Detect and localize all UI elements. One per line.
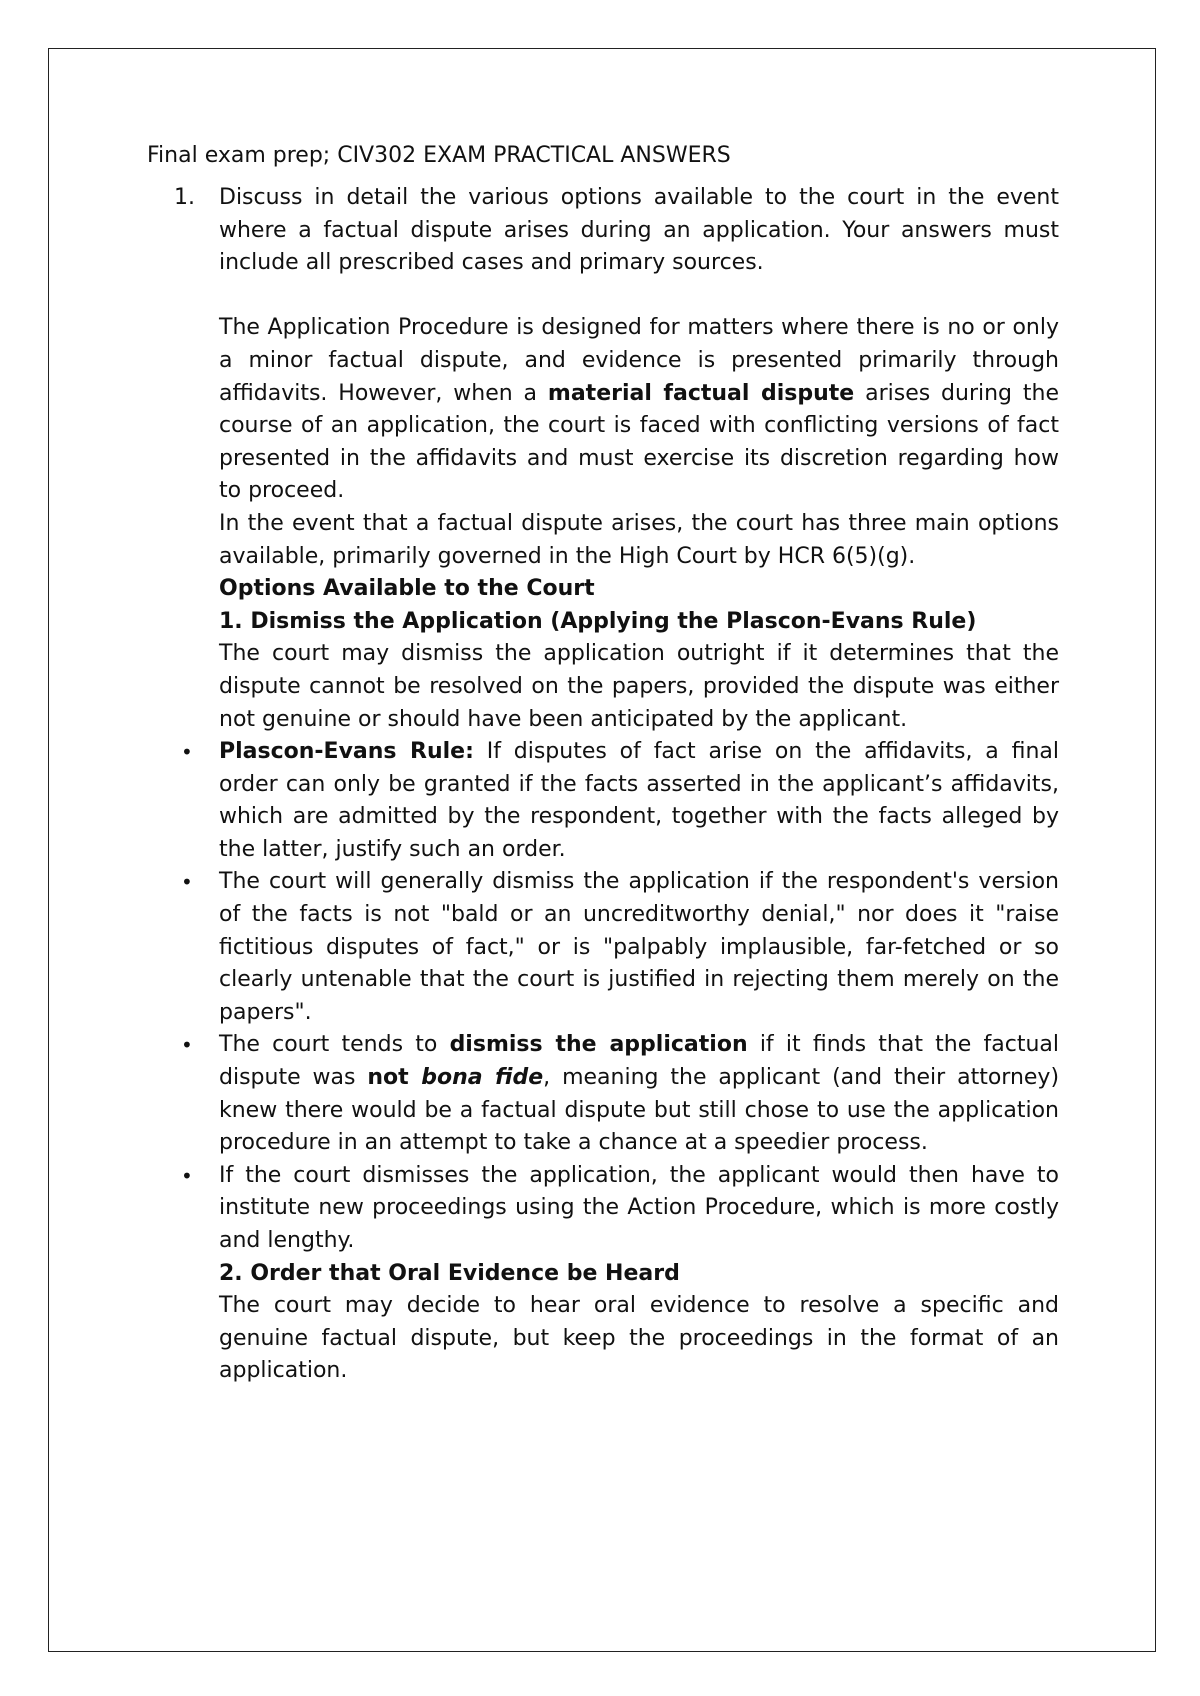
question-number: 1. — [174, 185, 195, 210]
bullet-text: If the court dismisses the application, the applicant would then have to institute new proceedings using the Action Procedure, which is more costly and lengthy. — [219, 1162, 1059, 1253]
bullet-icon: • — [181, 1033, 193, 1058]
option-2-text: The court may decide to hear oral evidence to resolve a specific and genuine factual dispute, but keep the proceedings in the format of an application. — [219, 1293, 1059, 1384]
intro-text-2: arises during the course of an application, the court is faced with conflicting versions of fact presented in the affidavits and must exercise its discretion regarding how to proceed. — [219, 380, 1059, 504]
bullet-item — [147, 1160, 1059, 1258]
document-body — [147, 140, 1059, 1388]
intro-paragraph-2: In the event that a factual dispute arises, the court has three main options available, primarily governed in the High Court by HCR 6(5)(g). — [219, 510, 1059, 569]
bullet-body: , meaning the applicant (and their attorney) knew there would be a factual dispute but still chose to use the application procedure in an attempt to take a chance at a speedier process. — [219, 1065, 1060, 1156]
option-1-heading: 1. Dismiss the Application (Applying the Plascon-Evans Rule) — [219, 608, 977, 634]
bullet-emphasis: dismiss the application — [449, 1032, 748, 1058]
answer-section — [147, 312, 1059, 736]
bullet-text — [219, 736, 1059, 866]
bullet-icon: • — [181, 870, 193, 895]
bullet-text — [219, 1029, 1059, 1159]
intro-text-1: The Application Procedure is designed for matters where there is no or only a minor factual dispute, and evidence is presented primarily through affidavits. However, when a — [219, 315, 1059, 406]
option-1-text: The court may dismiss the application outright if it determines that the dispute cannot be resolved on the papers, provided the dispute was either not genuine or should have been anticipated by the applicant. — [219, 641, 1059, 732]
bullet-icon: • — [181, 1163, 193, 1188]
option-2-section — [147, 1258, 1059, 1388]
intro-emphasis: material factual dispute — [547, 380, 855, 406]
bullet-item — [147, 866, 1059, 1029]
bullet-body: If disputes of fact arise on the affidavits, a final order can only be granted if the facts asserted in the applicant’s affidavits, which are admitted by the respondent, together with the facts alleged by the latter, justify such an order. — [219, 739, 1060, 862]
question-text: Discuss in detail the various options available to the court in the event where a factual dispute arises during an application. Your answers must include all prescribed cases and primary sources. — [219, 185, 1059, 276]
bullet-emphasis-italic: bona fide — [421, 1065, 544, 1091]
bullet-emphasis: not — [367, 1065, 422, 1091]
intro-paragraph-1 — [219, 312, 1059, 508]
bullet-bold-label: Plascon-Evans Rule: — [219, 739, 474, 765]
bullet-item — [147, 1029, 1059, 1159]
spacer — [147, 280, 1059, 313]
option-2-heading: 2. Order that Oral Evidence be Heard — [219, 1260, 680, 1286]
bullet-body: The court tends to — [219, 1032, 450, 1058]
document-title: Final exam prep; CIV302 EXAM PRACTICAL ANSWERS — [147, 143, 731, 168]
options-heading: Options Available to the Court — [219, 576, 595, 602]
bullet-text: The court will generally dismiss the application if the respondent's version of the facts is not "bald or an uncreditworthy denial," nor does it "raise fictitious disputes of fact," or is "palpably implausible, far-fetched or so clearly untenable that the court is justified in rejecting them merely on the papers". — [219, 869, 1059, 1025]
question-item — [147, 182, 1059, 280]
bullet-icon: • — [181, 740, 193, 765]
bullet-item — [147, 736, 1059, 866]
bullet-body: if it finds that the factual dispute was — [219, 1032, 1059, 1091]
